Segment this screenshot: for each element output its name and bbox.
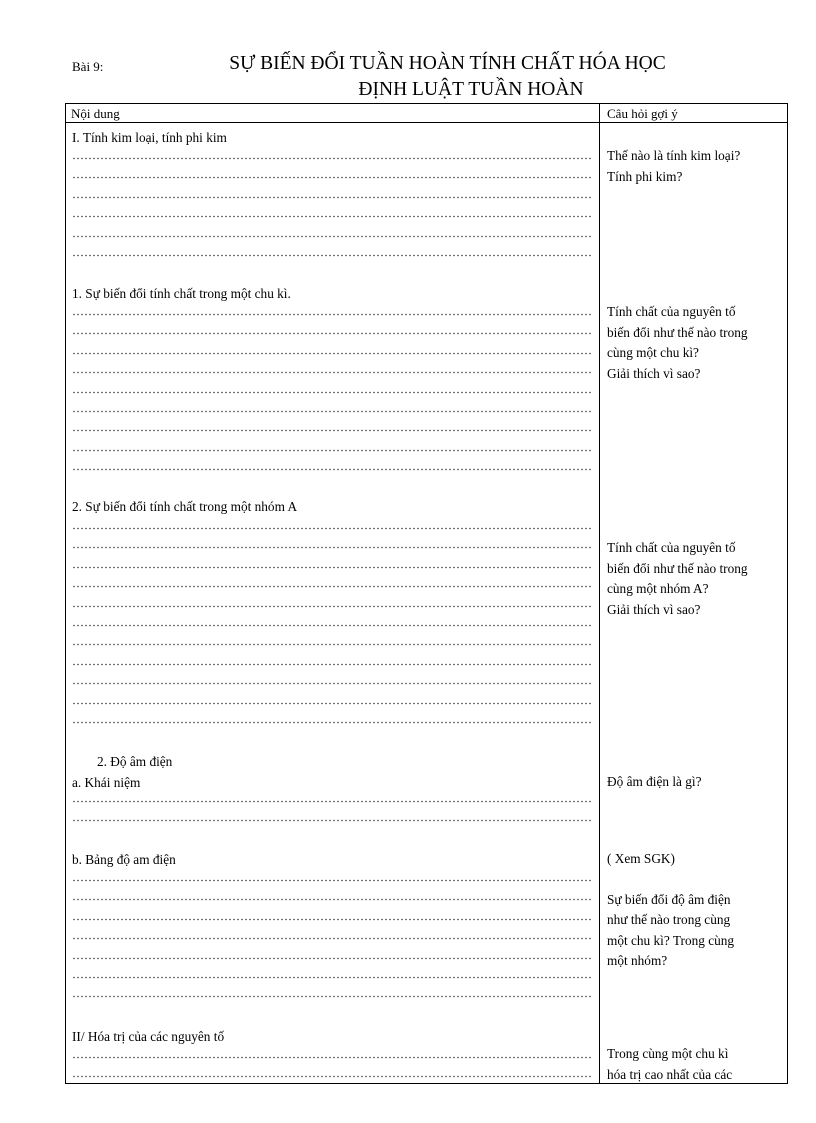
answer-dotted-line [72, 254, 592, 257]
answer-dotted-line [72, 800, 592, 803]
hint-group [607, 538, 785, 620]
answer-dotted-line [72, 918, 592, 921]
hint-period [607, 302, 785, 384]
answer-dotted-line [72, 527, 592, 530]
hint-valence [607, 1044, 785, 1085]
hint-line: Sự biến đổi độ âm điện [607, 891, 731, 907]
answer-dotted-line [72, 624, 592, 627]
answer-dotted-line [72, 1056, 592, 1059]
answer-dotted-line [72, 332, 592, 335]
hint-line: một nhóm? [607, 953, 668, 968]
page-title: SỰ BIẾN ĐỔI TUẦN HOÀN TÍNH CHẤT HÓA HỌC [229, 53, 666, 74]
answer-dotted-line [72, 449, 592, 452]
hint-line: Độ âm điện là gì? [607, 774, 702, 789]
hint-line: Tính chất của nguyên tố [607, 304, 736, 319]
hint-line: như thế nào trong cùng [607, 912, 731, 927]
hint-line: Thế nào là tính kim loại? [607, 148, 741, 163]
answer-dotted-line [72, 468, 592, 471]
section-heading-valence: II/ Hóa trị của các nguyên tố [72, 1029, 225, 1044]
hint-line: biến đổi như thế nào trong [607, 324, 748, 340]
section-heading-electronegativity: 2. Độ âm điện [97, 754, 173, 769]
answer-dotted-line [72, 702, 592, 705]
hint-line: Trong cùng một chu kì [607, 1046, 729, 1061]
header-divider [65, 122, 788, 123]
answer-dotted-line [72, 176, 592, 179]
hint-line: hóa trị cao nhất của các [607, 1066, 733, 1082]
hint-line: biến đổi như thế nào trong [607, 560, 748, 576]
hint-spacer [607, 870, 785, 890]
answer-dotted-line [72, 976, 592, 979]
answer-dotted-line [72, 995, 592, 998]
answer-dotted-line [72, 585, 592, 588]
section-heading-period: 1. Sự biến đổi tính chất trong một chu kì. [72, 286, 291, 301]
hint-electronegativity [607, 772, 785, 793]
subsection-concept: a. Khái niệm [72, 775, 141, 790]
answer-dotted-line [72, 566, 592, 569]
answer-dotted-line [72, 957, 592, 960]
hint-line: một chu kì? Trong cùng [607, 932, 735, 948]
answer-dotted-line [72, 898, 592, 901]
hint-line: Giải thích vì sao? [607, 365, 701, 381]
answer-dotted-line [72, 196, 592, 199]
answer-dotted-line [72, 605, 592, 608]
answer-dotted-line [72, 391, 592, 394]
subsection-table: b. Bảng độ am điện [72, 852, 176, 867]
answer-dotted-line [72, 313, 592, 316]
section-heading-metals: I. Tính kim loại, tính phi kim [72, 130, 227, 145]
answer-dotted-line [72, 682, 592, 685]
answer-dotted-line [72, 643, 592, 646]
answer-dotted-line [72, 1075, 592, 1078]
hint-electronegativity-table [607, 849, 785, 972]
page-subtitle: ĐỊNH LUẬT TUẦN HOÀN [358, 79, 584, 100]
answer-dotted-line [72, 663, 592, 666]
hint-line: ( Xem SGK) [607, 851, 675, 866]
lesson-number: Bài 9: [72, 59, 104, 74]
hint-line: cùng một chu kì? [607, 345, 699, 360]
answer-dotted-line [72, 879, 592, 882]
answer-dotted-line [72, 235, 592, 238]
column-header-content: Nội dung [71, 106, 120, 121]
hint-line: Tính chất của nguyên tố [607, 540, 736, 555]
answer-dotted-line [72, 157, 592, 160]
column-header-hints: Câu hỏi gợi ý [607, 106, 678, 121]
answer-dotted-line [72, 410, 592, 413]
answer-dotted-line [72, 352, 592, 355]
answer-dotted-line [72, 937, 592, 940]
section-heading-group: 2. Sự biến đổi tính chất trong một nhóm A [72, 499, 298, 514]
answer-dotted-line [72, 721, 592, 724]
answer-dotted-line [72, 819, 592, 822]
answer-dotted-line [72, 371, 592, 374]
hint-line: Tính phi kim? [607, 168, 683, 184]
column-divider [599, 103, 600, 1084]
hint-line: cùng một nhóm A? [607, 581, 709, 596]
hint-metals [607, 146, 785, 187]
hint-line: Giải thích vì sao? [607, 601, 701, 617]
answer-dotted-line [72, 429, 592, 432]
answer-dotted-line [72, 215, 592, 218]
answer-dotted-line [72, 546, 592, 549]
